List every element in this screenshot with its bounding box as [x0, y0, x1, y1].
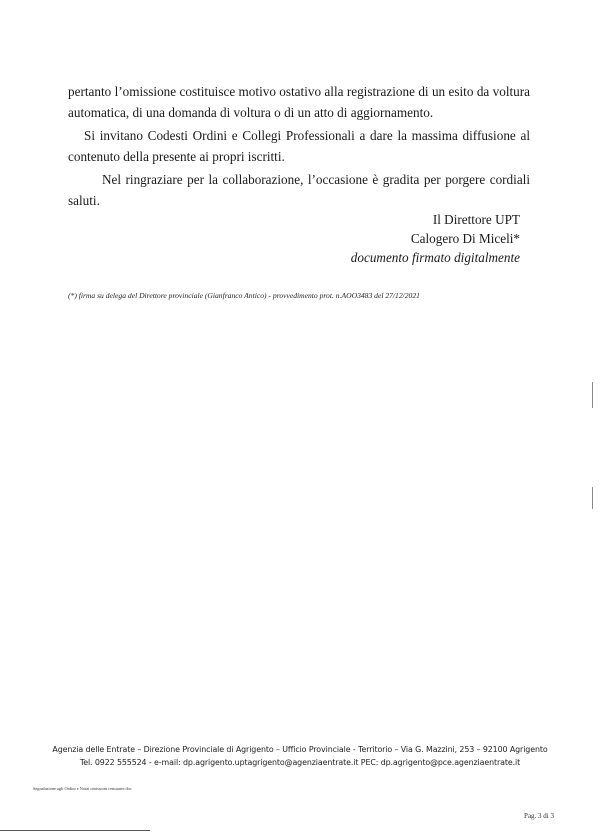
- paragraph-line: pertanto l’omissione costituisce motivo ostativo alla registrazione di un esito da voltura: [68, 84, 530, 99]
- bottom-rule: [0, 830, 150, 831]
- page-number: Pag. 3 di 3: [524, 812, 554, 820]
- signature-note: documento firmato digitalmente: [350, 250, 520, 265]
- paragraph-line: Si invitano Codesti Ordini e Collegi Professionali a dare la massima diffusione al: [84, 128, 530, 143]
- paragraph-line: saluti.: [68, 193, 100, 208]
- footer-contacts-line: Tel. 0922 555524 - e-mail: dp.agrigento.uptagrigento@agenziaentrate.it PEC: dp.agrigento@pce.agenziaentrate.it: [79, 758, 521, 767]
- footer-file-label: Segnalazione agli Ordini e Notai omissioni censuarie.doc: [33, 786, 132, 791]
- delegation-footnote: (*) firma su delega del Direttore provinciale (Gianfranco Antico) - provvedimento prot. n.AOO3483 del 27/12/2021: [68, 291, 420, 300]
- signature-block: [351, 210, 520, 267]
- paragraph-line: automatica, di una domanda di voltura o di un atto di aggiornamento.: [68, 105, 434, 120]
- footer-agency-line: Agenzia delle Entrate – Direzione Provinciale di Agrigento – Ufficio Provinciale - Territorio – Via G. Mazzini, 253 – 92100 Agrigento: [52, 745, 548, 754]
- margin-mark: [592, 382, 593, 408]
- paragraph-omission: [68, 81, 530, 123]
- signature-name: Calogero Di Miceli*: [410, 231, 520, 246]
- paragraph-line: Nel ringraziare per la collaborazione, l’occasione è gradita per porgere cordiali: [102, 172, 530, 187]
- paragraph-thanks: [68, 169, 530, 211]
- margin-mark: [592, 487, 593, 509]
- paragraph-line: contenuto della presente ai propri iscritti.: [68, 149, 285, 164]
- signature-title: Il Direttore UPT: [432, 212, 520, 227]
- paragraph-invitation: [68, 125, 530, 167]
